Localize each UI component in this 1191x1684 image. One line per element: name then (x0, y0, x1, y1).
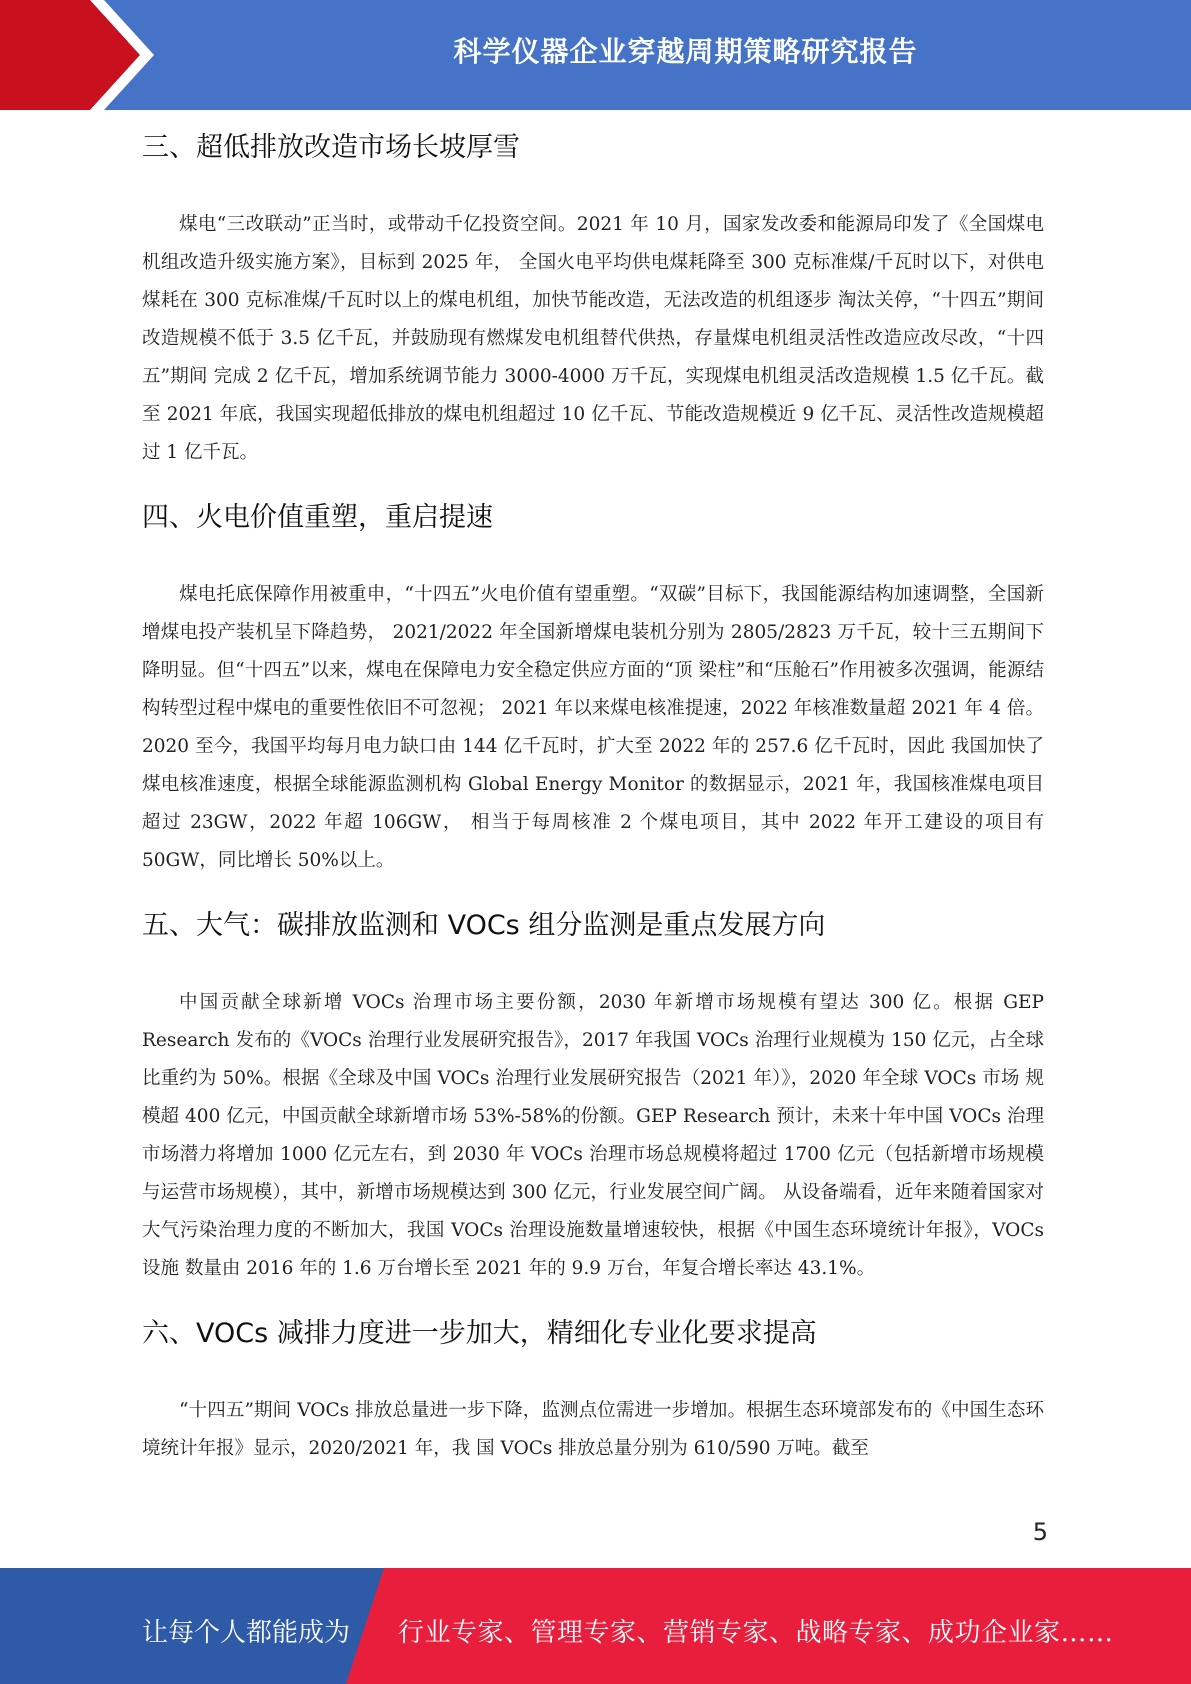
section-4 (142, 498, 1044, 880)
footer-slogan-left: 让每个人都能成为 (142, 1618, 351, 1648)
page-header (0, 0, 1191, 110)
section-paragraph: 煤电“三改联动”正当时，或带动千亿投资空间。2021 年 10 月，国家发改委和能源局印发了《全国煤电机组改造升级实施方案》，目标到 2025 年， 全国火电平均供电煤耗降至 300 克标准煤/千瓦时以下，对供电煤耗在 300 克标准煤/千瓦时以上的煤电机组，加快节能改造，无法改造的机组逐步 淘汰关停，“十四五”期间改造规模不低于 3.5 亿千瓦，并鼓励现有燃煤发电机组替代供热，存量煤电机组灵活性改造应改尽改，“十四五”期间 完成 2 亿千瓦，增加系统调节能力 3000-4000 万千瓦，实现煤电机组灵活改造规模 1.5 亿千瓦。截至 2021 年底，我国实现超低排放的煤电机组超过 10 亿千瓦、节能改造规模近 9 亿千瓦、灵活性改造规模超过 1 亿千瓦。 (142, 214, 1044, 463)
section-6 (142, 1314, 1044, 1468)
section-heading: 五、大气：碳排放监测和 VOCs 组分监测是重点发展方向 (142, 910, 826, 941)
article-body (142, 128, 1044, 1468)
section-5 (142, 906, 1044, 1288)
section-paragraph: 煤电托底保障作用被重申，“十四五”火电价值有望重塑。“双碳”目标下，我国能源结构加速调整，全国新增煤电投产装机呈下降趋势， 2021/2022 年全国新增煤电装机分别为 2805/2823 万千瓦，较十三五期间下降明显。但“十四五”以来，煤电在保障电力安全稳定供应方面的“顶 梁柱”和“压舱石”作用被多次强调，能源结构转型过程中煤电的重要性依旧不可忽视； 2021 年以来煤电核准提速，2022 年核准数量超 2021 年 4 倍。2020 至今，我国平均每月电力缺口由 144 亿千瓦时，扩大至 2022 年的 257.6 亿千瓦时，因此 我国加快了煤电核准速度，根据全球能源监测机构 Global Energy Monitor 的数据显示，2021 年，我国核准煤电项目超过 23GW，2022 年超 106GW， 相当于每周核准 2 个煤电项目，其中 2022 年开工建设的项目有 50GW，同比增长 50%以上。 (142, 584, 1044, 871)
report-title: 科学仪器企业穿越周期策略研究报告 (453, 35, 918, 68)
section-paragraph: “十四五”期间 VOCs 排放总量进一步下降，监测点位需进一步增加。根据生态环境部发布的《中国生态环境统计年报》显示，2020/2021 年，我 国 VOCs 排放总量分别为 610/590 万吨。截至 (142, 1400, 1044, 1459)
page-number: 5 (1032, 1518, 1048, 1546)
page-footer (0, 1568, 1191, 1684)
section-paragraph: 中国贡献全球新增 VOCs 治理市场主要份额，2030 年新增市场规模有望达 300 亿。根据 GEP Research 发布的《VOCs 治理行业发展研究报告》，2017 年我国 VOCs 治理行业规模为 150 亿元，占全球比重约为 50%。根据《全球及中国 VOCs 治理行业发展研究报告（2021 年）》，2020 年全球 VOCs 市场 规模超 400 亿元，中国贡献全球新增市场 53%-58%的份额。GEP Research 预计，未来十年中国 VOCs 治理市场潜力将增加 1000 亿元左右，到 2030 年 VOCs 治理市场总规模将超过 1700 亿元（包括新增市场规模与运营市场规模），其中，新增市场规模达到 300 亿元，行业发展空间广阔。 从设备端看，近年来随着国家对大气污染治理力度的不断加大，我国 VOCs 治理设施数量增速较快，根据《中国生态环境统计年报》，VOCs 设施 数量由 2016 年的 1.6 万台增长至 2021 年的 9.9 万台，年复合增长率达 43.1%。 (142, 992, 1044, 1279)
section-3 (142, 128, 1044, 472)
section-heading: 三、超低排放改造市场长坡厚雪 (142, 132, 520, 163)
section-heading: 四、火电价值重塑，重启提速 (142, 502, 493, 533)
footer-slogan-right: 行业专家、管理专家、营销专家、战略专家、成功企业家…… (398, 1618, 1114, 1648)
section-heading: 六、VOCs 减排力度进一步加大，精细化专业化要求提高 (142, 1318, 817, 1349)
